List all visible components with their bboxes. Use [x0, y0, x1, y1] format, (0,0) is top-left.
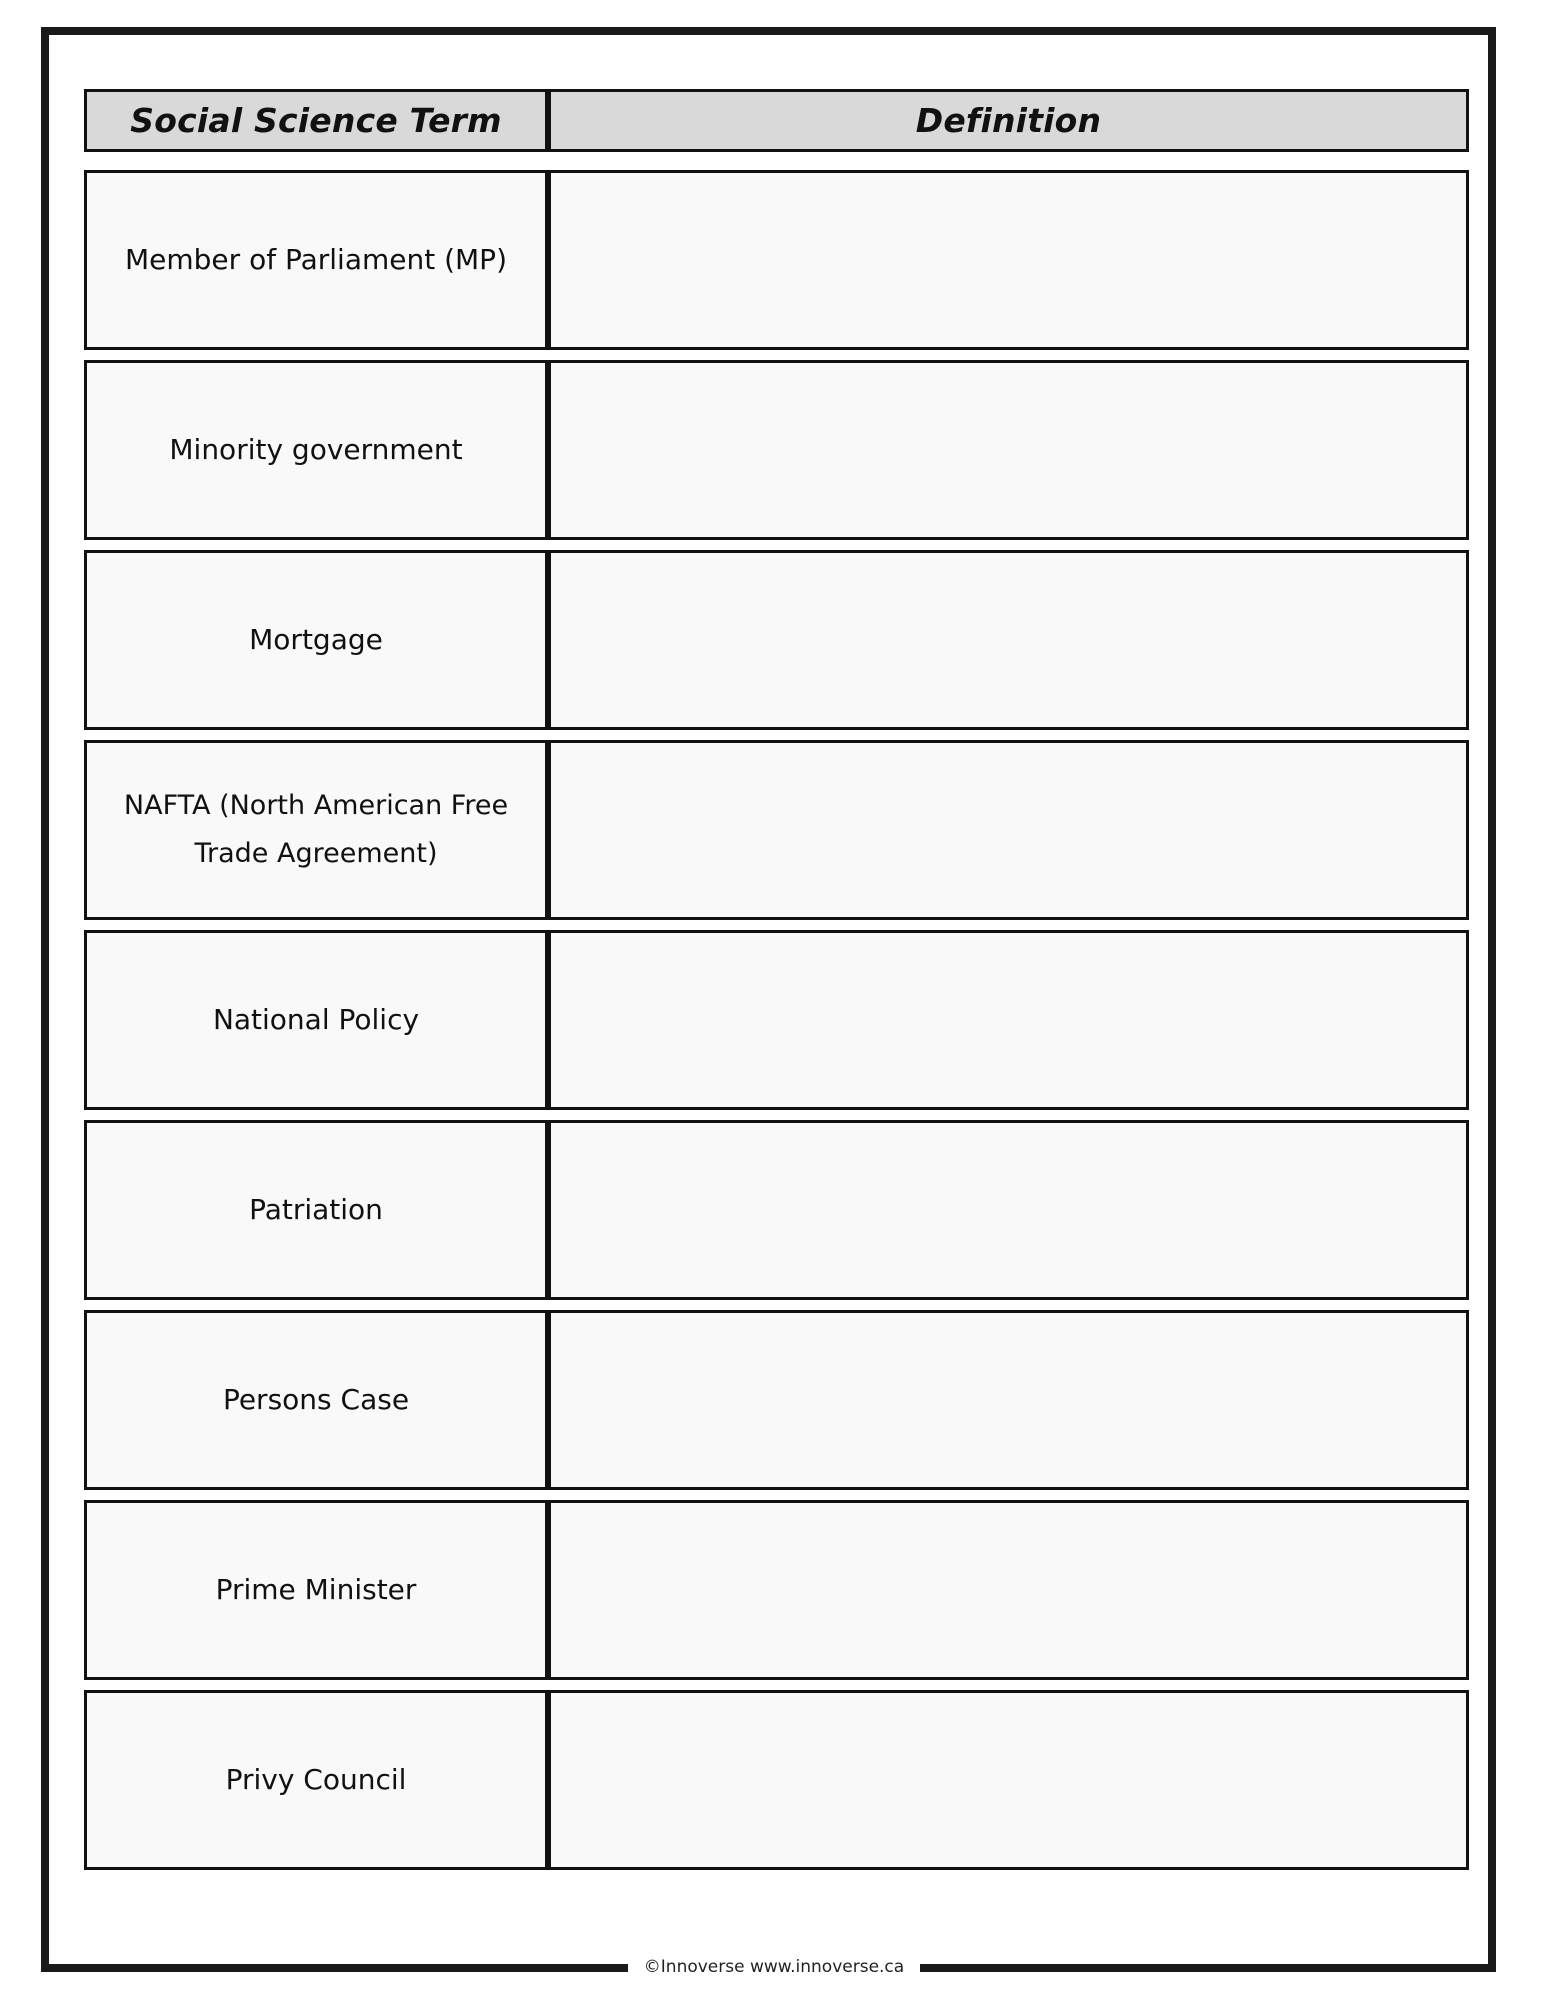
term-cell: Member of Parliament (MP)	[84, 170, 548, 350]
header-definition: Definition	[546, 89, 1469, 152]
definition-cell[interactable]	[546, 930, 1469, 1110]
definition-cell[interactable]	[546, 1310, 1469, 1490]
footer-copyright: ©Innoverse www.innoverse.ca	[628, 1952, 920, 1982]
term-cell: National Policy	[84, 930, 548, 1110]
term-cell: Prime Minister	[84, 1500, 548, 1680]
term-cell: NAFTA (North American Free Trade Agreement)	[84, 740, 548, 920]
definition-cell[interactable]	[546, 170, 1469, 350]
term-cell: Minority government	[84, 360, 548, 540]
term-cell: Persons Case	[84, 1310, 548, 1490]
term-cell: Mortgage	[84, 550, 548, 730]
term-cell: Privy Council	[84, 1690, 548, 1870]
definition-cell[interactable]	[546, 740, 1469, 920]
definition-cell[interactable]	[546, 550, 1469, 730]
definition-cell[interactable]	[546, 1500, 1469, 1680]
header-term: Social Science Term	[84, 89, 548, 152]
term-cell: Patriation	[84, 1120, 548, 1300]
definition-cell[interactable]	[546, 1120, 1469, 1300]
definition-cell[interactable]	[546, 360, 1469, 540]
definition-cell[interactable]	[546, 1690, 1469, 1870]
